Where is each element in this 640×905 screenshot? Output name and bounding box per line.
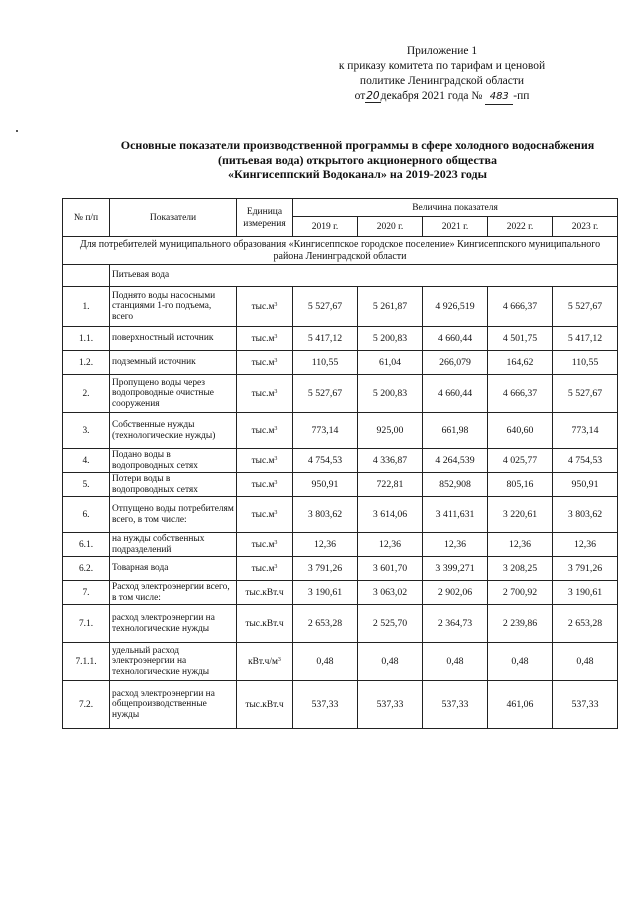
section-num-cell <box>63 265 110 287</box>
row-value: 3 614,06 <box>358 497 423 533</box>
table-row <box>63 497 618 533</box>
margin-mark <box>16 130 18 132</box>
appendix-title: Приложение 1 <box>406 45 478 57</box>
row-number: 5. <box>63 473 110 497</box>
appendix-order-ref: к приказу комитета по тарифам и ценовой <box>338 60 546 72</box>
unit-text: тыс.кВт.ч <box>245 699 284 710</box>
table-row <box>63 351 618 375</box>
row-indicator: на нужды собственных подразделений <box>110 533 237 557</box>
row-value: 4 501,75 <box>488 327 553 351</box>
unit-exponent: 3 <box>274 425 278 432</box>
row-unit <box>237 287 293 327</box>
row-value: 3 399,271 <box>423 557 488 581</box>
unit-text: тыс.кВт.ч <box>245 587 284 598</box>
row-value: 5 527,67 <box>293 287 358 327</box>
row-number: 6. <box>63 497 110 533</box>
row-value: 3 411,631 <box>423 497 488 533</box>
row-value: 0,48 <box>358 643 423 681</box>
row-indicator: Поднято воды насосными станциями 1-го подъема, всего <box>110 287 237 327</box>
title-line-2: (питьевая вода) открытого акционерного общества <box>217 152 498 167</box>
section-row: Питьевая вода <box>110 265 618 287</box>
row-value: 950,91 <box>293 473 358 497</box>
row-indicator: удельный расход электроэнергии на технологические нужды <box>110 643 237 681</box>
row-value: 2 653,28 <box>293 605 358 643</box>
header-year: 2022 г. <box>488 217 553 237</box>
row-value: 773,14 <box>293 413 358 449</box>
row-unit <box>237 351 293 375</box>
table-row <box>63 473 618 497</box>
header-value: Величина показателя <box>293 199 618 217</box>
row-value: 0,48 <box>423 643 488 681</box>
row-number: 1. <box>63 287 110 327</box>
unit-exponent: 3 <box>274 333 278 340</box>
row-number: 7.2. <box>63 681 110 729</box>
unit-exponent: 3 <box>274 479 278 486</box>
row-value: 3 190,61 <box>553 581 618 605</box>
unit-exponent: 3 <box>274 388 278 395</box>
row-value: 3 063,02 <box>358 581 423 605</box>
row-indicator: Собственные нужды (технологические нужды) <box>110 413 237 449</box>
row-number: 6.1. <box>63 533 110 557</box>
table-row <box>63 287 618 327</box>
unit-exponent: 3 <box>277 656 281 663</box>
header-unit: Единица измерения <box>237 199 293 237</box>
row-value: 4 666,37 <box>488 287 553 327</box>
table-row <box>63 643 618 681</box>
row-value: 164,62 <box>488 351 553 375</box>
row-value: 2 700,92 <box>488 581 553 605</box>
row-value: 4 926,519 <box>423 287 488 327</box>
unit-exponent: 3 <box>274 301 278 308</box>
row-number: 1.1. <box>63 327 110 351</box>
row-value: 537,33 <box>553 681 618 729</box>
header-indicator: Показатели <box>110 199 237 237</box>
table-row <box>63 327 618 351</box>
row-unit <box>237 605 293 643</box>
group-row: Для потребителей муниципального образования «Кингисеппское городское поселение» Кингисеппского муниципального района Ленинградской области <box>63 237 618 265</box>
row-value: 773,14 <box>553 413 618 449</box>
title-line-1: Основные показатели производственной программы в сфере холодного водоснабжения <box>120 138 595 152</box>
row-value: 2 525,70 <box>358 605 423 643</box>
unit-exponent: 3 <box>274 509 278 516</box>
date-day: 20 <box>366 90 380 102</box>
row-value: 3 791,26 <box>293 557 358 581</box>
row-value: 4 754,53 <box>553 449 618 473</box>
row-indicator: Отпущено воды потребителям всего, в том числе: <box>110 497 237 533</box>
appendix-date-line <box>292 89 592 105</box>
indicators-table <box>62 198 618 729</box>
appendix-header <box>292 44 592 105</box>
row-value: 805,16 <box>488 473 553 497</box>
header-year: 2021 г. <box>423 217 488 237</box>
table-row <box>63 681 618 729</box>
row-indicator: Потери воды в водопроводных сетях <box>110 473 237 497</box>
row-number: 1.2. <box>63 351 110 375</box>
unit-exponent: 3 <box>274 563 278 570</box>
unit-exponent: 3 <box>274 357 278 364</box>
row-indicator: расход электроэнергии на общепроизводственные нужды <box>110 681 237 729</box>
row-value: 640,60 <box>488 413 553 449</box>
row-value: 950,91 <box>553 473 618 497</box>
row-value: 5 200,83 <box>358 375 423 413</box>
row-value: 4 660,44 <box>423 375 488 413</box>
row-unit <box>237 581 293 605</box>
row-unit <box>237 497 293 533</box>
table-row <box>63 557 618 581</box>
row-value: 925,00 <box>358 413 423 449</box>
row-unit <box>237 643 293 681</box>
row-value: 5 200,83 <box>358 327 423 351</box>
row-value: 0,48 <box>293 643 358 681</box>
date-rest: декабря 2021 года № <box>380 90 483 102</box>
row-indicator: Расход электроэнергии всего, в том числе: <box>110 581 237 605</box>
row-value: 5 527,67 <box>293 375 358 413</box>
row-value: 2 653,28 <box>553 605 618 643</box>
row-value: 4 336,87 <box>358 449 423 473</box>
row-value: 266,079 <box>423 351 488 375</box>
unit-text: кВт.ч/м <box>248 656 278 667</box>
row-indicator: Пропущено воды через водопроводные очистные сооружения <box>110 375 237 413</box>
header-year: 2019 г. <box>293 217 358 237</box>
row-value: 5 261,87 <box>358 287 423 327</box>
row-value: 2 364,73 <box>423 605 488 643</box>
row-value: 2 239,86 <box>488 605 553 643</box>
appendix-committee: политике Ленинградской области <box>359 75 525 87</box>
row-value: 4 754,53 <box>293 449 358 473</box>
row-value: 722,81 <box>358 473 423 497</box>
row-value: 12,36 <box>358 533 423 557</box>
unit-text: тыс.м <box>251 425 275 436</box>
row-number: 2. <box>63 375 110 413</box>
title-line-3: «Кингисеппский Водоканал» на 2019-2023 годы <box>228 167 487 181</box>
row-value: 461,06 <box>488 681 553 729</box>
row-unit <box>237 327 293 351</box>
row-value: 3 190,61 <box>293 581 358 605</box>
row-number: 7. <box>63 581 110 605</box>
row-value: 537,33 <box>358 681 423 729</box>
row-value: 852,908 <box>423 473 488 497</box>
row-value: 4 660,44 <box>423 327 488 351</box>
row-value: 5 527,67 <box>553 375 618 413</box>
row-indicator: подземный источник <box>110 351 237 375</box>
row-value: 3 803,62 <box>293 497 358 533</box>
row-value: 12,36 <box>423 533 488 557</box>
row-value: 4 264,539 <box>423 449 488 473</box>
row-value: 0,48 <box>553 643 618 681</box>
row-number: 7.1. <box>63 605 110 643</box>
unit-text: тыс.м <box>251 301 275 312</box>
row-number: 3. <box>63 413 110 449</box>
unit-text: тыс.м <box>251 455 275 466</box>
row-unit <box>237 533 293 557</box>
row-value: 3 208,25 <box>488 557 553 581</box>
unit-text: тыс.м <box>251 509 275 520</box>
row-value: 61,04 <box>358 351 423 375</box>
row-unit <box>237 557 293 581</box>
row-value: 3 803,62 <box>553 497 618 533</box>
row-value: 0,48 <box>488 643 553 681</box>
document-title <box>95 138 620 182</box>
row-value: 5 417,12 <box>553 327 618 351</box>
unit-text: тыс.м <box>251 479 275 490</box>
row-value: 12,36 <box>293 533 358 557</box>
table-row <box>63 533 618 557</box>
order-suffix: -пп <box>513 90 530 102</box>
row-indicator: Товарная вода <box>110 557 237 581</box>
order-number: 483 <box>485 89 513 105</box>
unit-text: тыс.м <box>251 388 275 399</box>
row-value: 5 417,12 <box>293 327 358 351</box>
row-value: 661,98 <box>423 413 488 449</box>
row-number: 7.1.1. <box>63 643 110 681</box>
row-value: 537,33 <box>293 681 358 729</box>
row-value: 5 527,67 <box>553 287 618 327</box>
header-num: № п/п <box>63 199 110 237</box>
row-indicator: Подано воды в водопроводных сетях <box>110 449 237 473</box>
table-row <box>63 449 618 473</box>
row-value: 4 025,77 <box>488 449 553 473</box>
row-value: 110,55 <box>553 351 618 375</box>
row-value: 12,36 <box>488 533 553 557</box>
row-value: 3 220,61 <box>488 497 553 533</box>
header-year: 2023 г. <box>553 217 618 237</box>
unit-exponent: 3 <box>274 539 278 546</box>
row-value: 3 791,26 <box>553 557 618 581</box>
unit-text: тыс.м <box>251 563 275 574</box>
row-number: 6.2. <box>63 557 110 581</box>
unit-text: тыс.м <box>251 333 275 344</box>
row-unit <box>237 681 293 729</box>
row-number: 4. <box>63 449 110 473</box>
unit-exponent: 3 <box>274 455 278 462</box>
table-row <box>63 581 618 605</box>
row-unit <box>237 473 293 497</box>
date-prefix: от <box>354 90 366 102</box>
table-row <box>63 605 618 643</box>
row-value: 3 601,70 <box>358 557 423 581</box>
row-value: 4 666,37 <box>488 375 553 413</box>
table-row <box>63 375 618 413</box>
row-indicator: расход электроэнергии на технологические нужды <box>110 605 237 643</box>
row-unit <box>237 375 293 413</box>
header-year: 2020 г. <box>358 217 423 237</box>
unit-text: тыс.кВт.ч <box>245 618 284 629</box>
row-value: 110,55 <box>293 351 358 375</box>
table-row <box>63 413 618 449</box>
row-unit <box>237 413 293 449</box>
unit-text: тыс.м <box>251 357 275 368</box>
row-unit <box>237 449 293 473</box>
row-value: 12,36 <box>553 533 618 557</box>
unit-text: тыс.м <box>251 539 275 550</box>
row-value: 2 902,06 <box>423 581 488 605</box>
row-value: 537,33 <box>423 681 488 729</box>
row-indicator: поверхностный источник <box>110 327 237 351</box>
